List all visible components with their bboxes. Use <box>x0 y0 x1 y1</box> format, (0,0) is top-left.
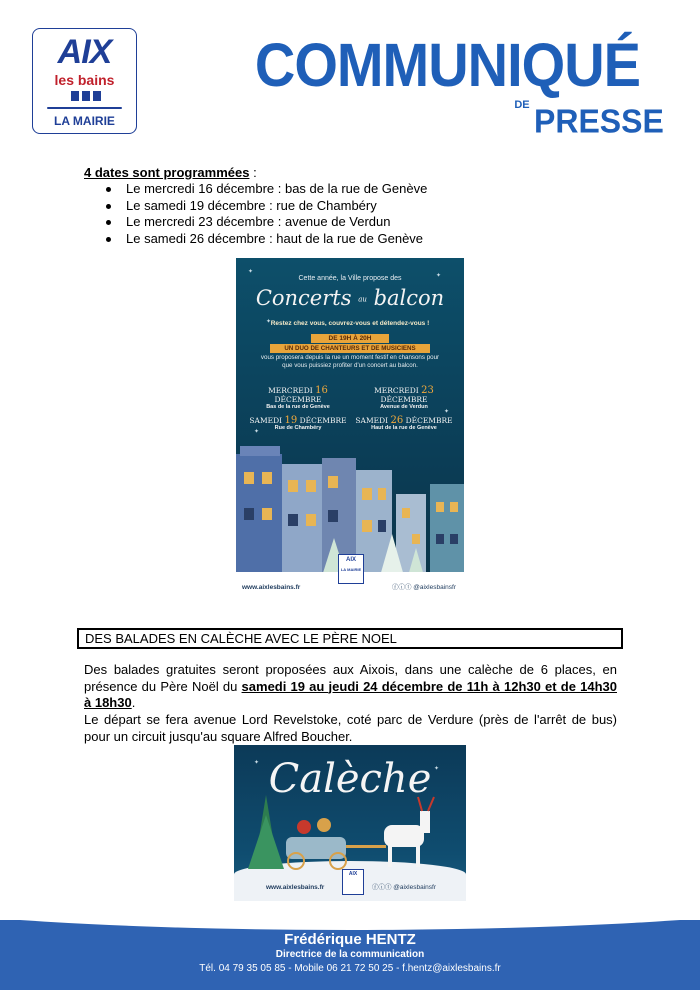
caleche-poster <box>234 745 466 901</box>
presse-title: PRESSE <box>534 102 664 140</box>
social-icons: ⓕⓘⓣ <box>391 584 414 591</box>
date-month: DÉCEMBRE <box>380 395 428 404</box>
poster-subtitle: Restez chez vous, couvrez-vous et détendez-vous ! <box>270 320 430 327</box>
caleche-poster-social <box>372 882 436 891</box>
dates-intro-label: 4 dates sont programmées <box>84 165 250 180</box>
caleche-paragraph-2: Le départ se fera avenue Lord Revelstoke, coté parc de Verdure (près de l'arrêt de bus) pour un circuit jusqu'au square Alfred Boucher. <box>84 712 617 744</box>
poster-social-handle: @aixlesbainsfr <box>413 584 456 591</box>
date-month: DÉCEMBRE <box>274 395 322 404</box>
concerts-poster <box>236 258 464 598</box>
list-item: Le samedi 26 décembre : haut de la rue de Genève <box>104 231 427 248</box>
poster-time-band: DE 19H À 20H <box>311 334 389 343</box>
date-place: Avenue de Verdun <box>380 404 428 410</box>
date-month: DÉCEMBRE <box>405 416 453 425</box>
footer-arc <box>0 920 700 930</box>
contact-name: Frédérique HENTZ <box>284 931 416 948</box>
date-num: 16 <box>315 385 328 396</box>
date-month: DÉCEMBRE <box>299 416 347 425</box>
star-icon: ✦ <box>254 429 260 435</box>
date-place: Bas de la rue de Genève <box>266 404 330 410</box>
poster-body: vous proposera depuis la rue un moment festif en chansons pour que vous puissiez profiter d'un concert au balcon. <box>260 354 440 369</box>
poster-duo-band: UN DUO DE CHANTEURS ET DE MUSICIENS <box>270 344 430 353</box>
logo-les-bains-text: les bains <box>54 72 115 88</box>
poster-title-au: au <box>358 295 367 304</box>
caleche-section-heading: DES BALADES EN CALÈCHE AVEC LE PÈRE NOEL <box>77 628 623 649</box>
para1-highlight: samedi 19 au jeudi 24 décembre de 11h à 12h30 et de 14h30 à 18h30 <box>84 678 617 710</box>
logo-aix-text: AIX <box>57 33 112 71</box>
footer <box>0 920 700 990</box>
para1-end: . <box>131 695 136 710</box>
star-icon: ✦ <box>434 766 440 772</box>
star-icon: ✦ <box>266 319 272 325</box>
caleche-poster-url: www.aixlesbains.fr <box>266 884 325 891</box>
caleche-poster-title: Calèche <box>268 756 432 802</box>
list-item: Le mercredi 16 décembre : bas de la rue de Genève <box>104 181 427 198</box>
logo-divider <box>47 107 122 109</box>
poster-url: www.aixlesbains.fr <box>242 584 301 591</box>
date-day: SAMEDI <box>249 416 283 425</box>
date-num: 19 <box>284 415 298 426</box>
date-day: SAMEDI <box>355 416 389 425</box>
contact-details: Tél. 04 79 35 05 85 - Mobile 06 21 72 50 25 - f.hentz@aixlesbains.fr <box>199 963 501 974</box>
date-num: 23 <box>421 385 434 396</box>
dates-list <box>104 181 427 247</box>
list-item: Le mercredi 23 décembre : avenue de Verdun <box>104 214 427 231</box>
aix-les-bains-logo <box>32 28 137 134</box>
logo-bars-icon <box>71 91 101 101</box>
caleche-poster-social-handle: @aixlesbainsfr <box>393 884 436 891</box>
poster-title-end: balcon <box>373 286 445 310</box>
social-icons: ⓕⓘⓣ <box>371 884 394 891</box>
star-icon: ✦ <box>254 760 260 766</box>
date-day: MERCREDI <box>374 386 419 395</box>
dates-intro <box>84 165 257 181</box>
dates-intro-colon: : <box>249 165 257 180</box>
date-day: MERCREDI <box>268 386 313 395</box>
date-place: Haut de la rue de Genève <box>371 425 437 431</box>
list-item: Le samedi 19 décembre : rue de Chambéry <box>104 198 427 215</box>
contact-role: Directrice de la communication <box>275 949 425 960</box>
star-icon: ✦ <box>444 409 450 415</box>
communique-title: COMMUNIQUÉ <box>254 30 640 100</box>
poster-logo-sub: LA MAIRIE <box>340 567 362 572</box>
poster-logo <box>338 554 364 584</box>
star-icon: ✦ <box>436 273 442 279</box>
houses-illustration <box>236 258 464 598</box>
poster-logo-text: AIX <box>345 557 356 563</box>
caleche-paragraph-1 <box>84 662 617 712</box>
logo-mairie-text: LA MAIRIE <box>54 114 115 128</box>
para1-text: Des balades gratuites seront proposées aux Aixois, dans une calèche de 6 places, en présence du Père Noël du <box>84 662 617 694</box>
date-place: Rue de Chambéry <box>274 425 322 431</box>
star-icon: ✦ <box>248 269 254 275</box>
caleche-poster-logo: AIX <box>342 869 364 895</box>
de-label: DE <box>514 99 530 111</box>
poster-title-main: Concerts <box>255 286 352 310</box>
poster-intro: Cette année, la Ville propose des <box>298 275 402 282</box>
poster-social <box>392 582 456 591</box>
date-num: 26 <box>390 415 404 426</box>
